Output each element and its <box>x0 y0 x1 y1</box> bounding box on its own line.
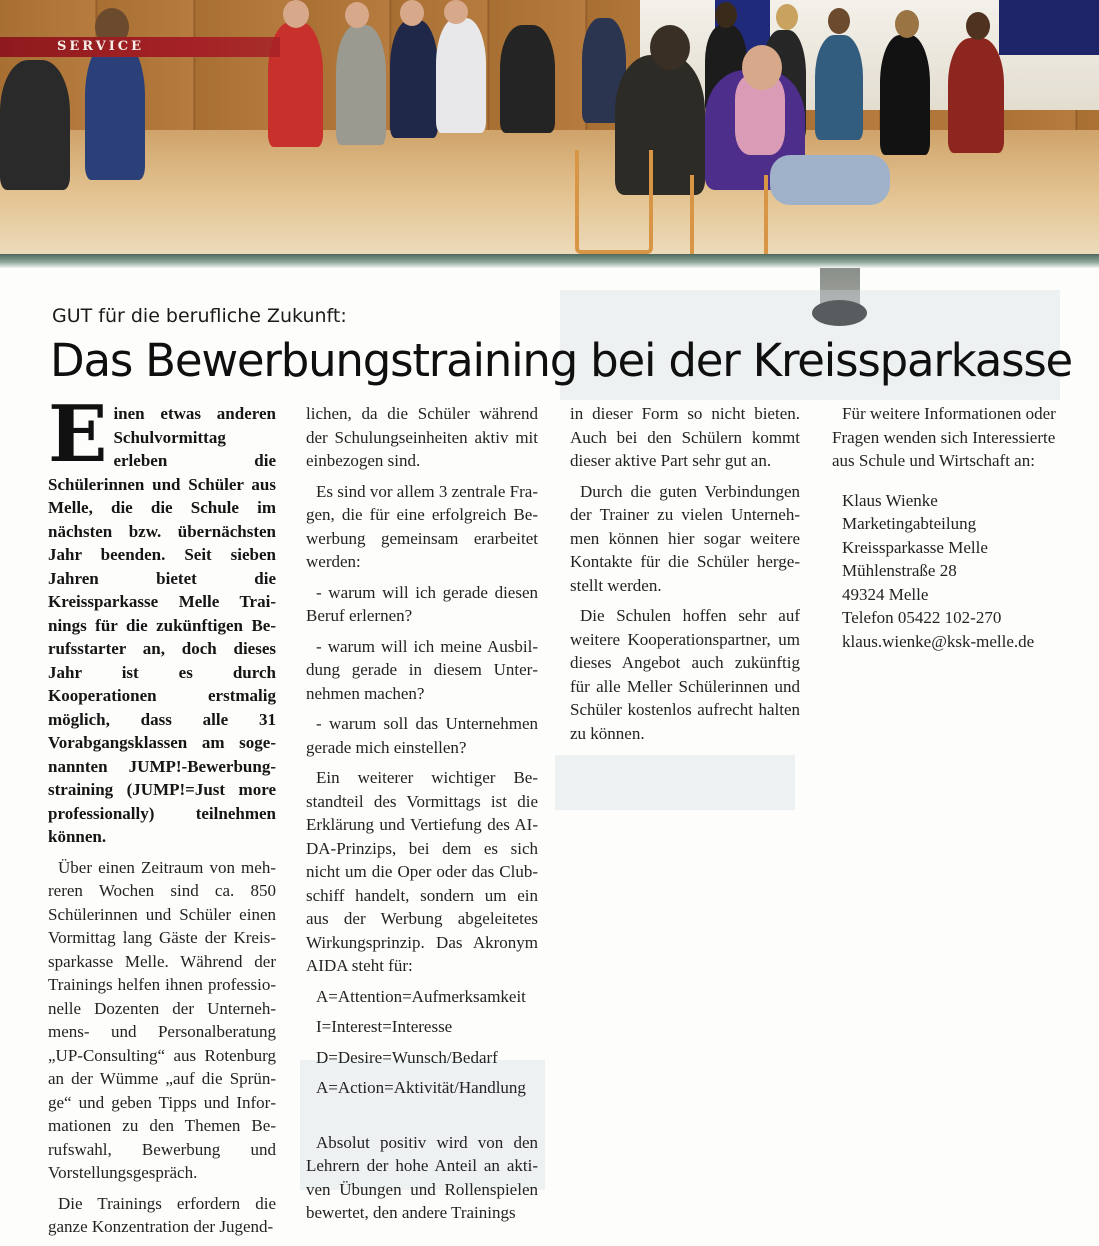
photo-head <box>400 0 424 26</box>
question-item: - warum soll das Unternehmen gerade mich einstellen? <box>306 714 538 757</box>
aida-item: A=Attention=Aufmerksamkeit <box>316 986 526 1006</box>
article-column-2 <box>306 402 538 1232</box>
contact-name: Klaus Wienke <box>842 490 938 510</box>
photo-person <box>500 25 555 133</box>
drop-cap: E <box>48 389 108 480</box>
photo-shadow-edge <box>0 254 1099 268</box>
photo-floor <box>0 130 1099 268</box>
body-paragraph: Die Trainings erfordern die ganze Konzentration der Jugend- <box>48 1193 276 1236</box>
body-paragraph: Über einen Zeitraum von mehreren Wochen sind ca. 850 Schülerinnen und Schüler einen Vormittag lang Gäste der Kreissparkasse Melle. Während der Trainings helfen ihnen professionelle Dozenten der Unternehmens- und Personalberatung „UP-Consulting“ aus Rotenburg an der Wümme „auf die Sprünge“ und geben Tipps und Informationen zu den Themen Berufswahl, Bewerbung und Vorstellungsgespräch. <box>48 857 276 1182</box>
kicker: GUT für die berufliche Zukunft: <box>52 305 347 327</box>
contact-intro: Für weitere Informationen oder Fragen wenden sich Interessierte aus Schule und Wirtschaft an: <box>832 404 1056 470</box>
photo-head <box>650 25 690 70</box>
photo-person <box>336 25 386 145</box>
spacer <box>306 1107 538 1131</box>
photo-person <box>390 20 438 138</box>
aida-item: A=Action=Aktivität/Handlung <box>316 1078 526 1097</box>
contact-block <box>832 489 1064 654</box>
contact-email[interactable]: klaus.wienke@ksk-melle.de <box>842 631 1035 651</box>
photo-chair <box>575 150 653 254</box>
photo-person <box>880 35 930 155</box>
photo-head <box>828 8 850 34</box>
body-paragraph: Die Schulen hoffen sehr auf weitere Kooperationspartner, um dieses Angebot auch zukünftig für alle Meller Schülerinnen und Schüler kostenlos aufrecht halten zu können. <box>570 606 800 743</box>
photo-jeans <box>770 155 890 205</box>
photo-head <box>776 4 798 30</box>
headline: Das Bewerbungstraining bei der Kreissparkasse <box>50 334 1073 387</box>
photo-person <box>0 60 70 190</box>
body-paragraph: lichen, da die Schüler während der Schulungseinheiten aktiv mit einbezogen sind. <box>306 404 538 470</box>
photo-person <box>815 35 863 140</box>
photo-screen <box>999 0 1099 55</box>
contact-city: 49324 Melle <box>842 584 929 604</box>
photo-head <box>283 0 309 28</box>
body-paragraph: Absolut positiv wird von den Lehrern der hohe Anteil an aktiven Übungen und Rollenspielen bewertet, den andere Trainings <box>306 1132 538 1222</box>
aida-item: I=Interest=Interesse <box>316 1017 453 1036</box>
aida-item: D=Desire=Wunsch/Bedarf <box>316 1047 498 1067</box>
contact-column <box>832 402 1064 653</box>
body-paragraph: Ein weiterer wichtiger Bestandteil des Vormittags ist die Erklärung und Vertiefung des AIDA-Prinzips, bei dem es sich nicht um die Oper oder das Clubschiff handelt, sondern um ein aus der Werbung abgeleitetes Wirkungsprinzip. Das Akronym AIDA steht für: <box>306 768 538 975</box>
question-item: - warum will ich gerade diesen Beruf erlernen? <box>306 582 538 625</box>
contact-phone: Telefon 05422 102-270 <box>842 608 1002 627</box>
body-paragraph: in dieser Form so nicht bieten. Auch bei den Schülern kommt dieser aktive Part sehr gut an. <box>570 404 800 470</box>
section-label: SERVICE <box>57 39 145 54</box>
print-show-through <box>555 755 795 810</box>
photo-head <box>715 2 737 28</box>
photo-head <box>742 45 782 90</box>
lead-text: inen etwas anderen Schulvormittag erleben die Schülerinnen und Schüler aus Melle, die die Schule im nächsten bzw. übernächsten Jahr beenden. Seit sieben Jahren bietet die Kreissparkasse Melle Trainings für die zukünftigen Berufsstarter an, doch dieses Jahr ist es durch Kooperationen erstmalig möglich, dass alle 31 Vorabgangsklassen am sogenannten JUMP!-Bewerbungstraining (JUMP!=Just more professionally) teilnehmen können. <box>48 404 276 846</box>
lead-paragraph <box>48 389 276 849</box>
photo-person <box>436 18 486 133</box>
photo-head <box>895 10 919 38</box>
body-paragraph: Durch die guten Verbindungen der Trainer zu vielen Unternehmen können hier sogar weitere Kontakte für die Schüler hergestellt werden. <box>570 481 800 595</box>
contact-department: Marketingabteilung <box>842 514 977 533</box>
article-column-1 <box>48 389 276 1246</box>
body-paragraph: Es sind vor allem 3 zentrale Fragen, die für eine erfolgreich Bewerbung gemeinsam erarbeitet werden: <box>306 481 538 571</box>
photo-head <box>444 0 468 24</box>
contact-organization: Kreissparkasse Melle <box>842 537 988 557</box>
question-item: - warum will ich meine Ausbildung gerade in diesem Unternehmen machen? <box>306 636 538 703</box>
article-column-3 <box>570 402 800 752</box>
photo-head <box>345 2 369 28</box>
contact-street: Mühlenstraße 28 <box>842 561 957 580</box>
photo-person <box>85 40 145 180</box>
photo-head <box>966 12 990 40</box>
photo-person <box>948 38 1004 153</box>
